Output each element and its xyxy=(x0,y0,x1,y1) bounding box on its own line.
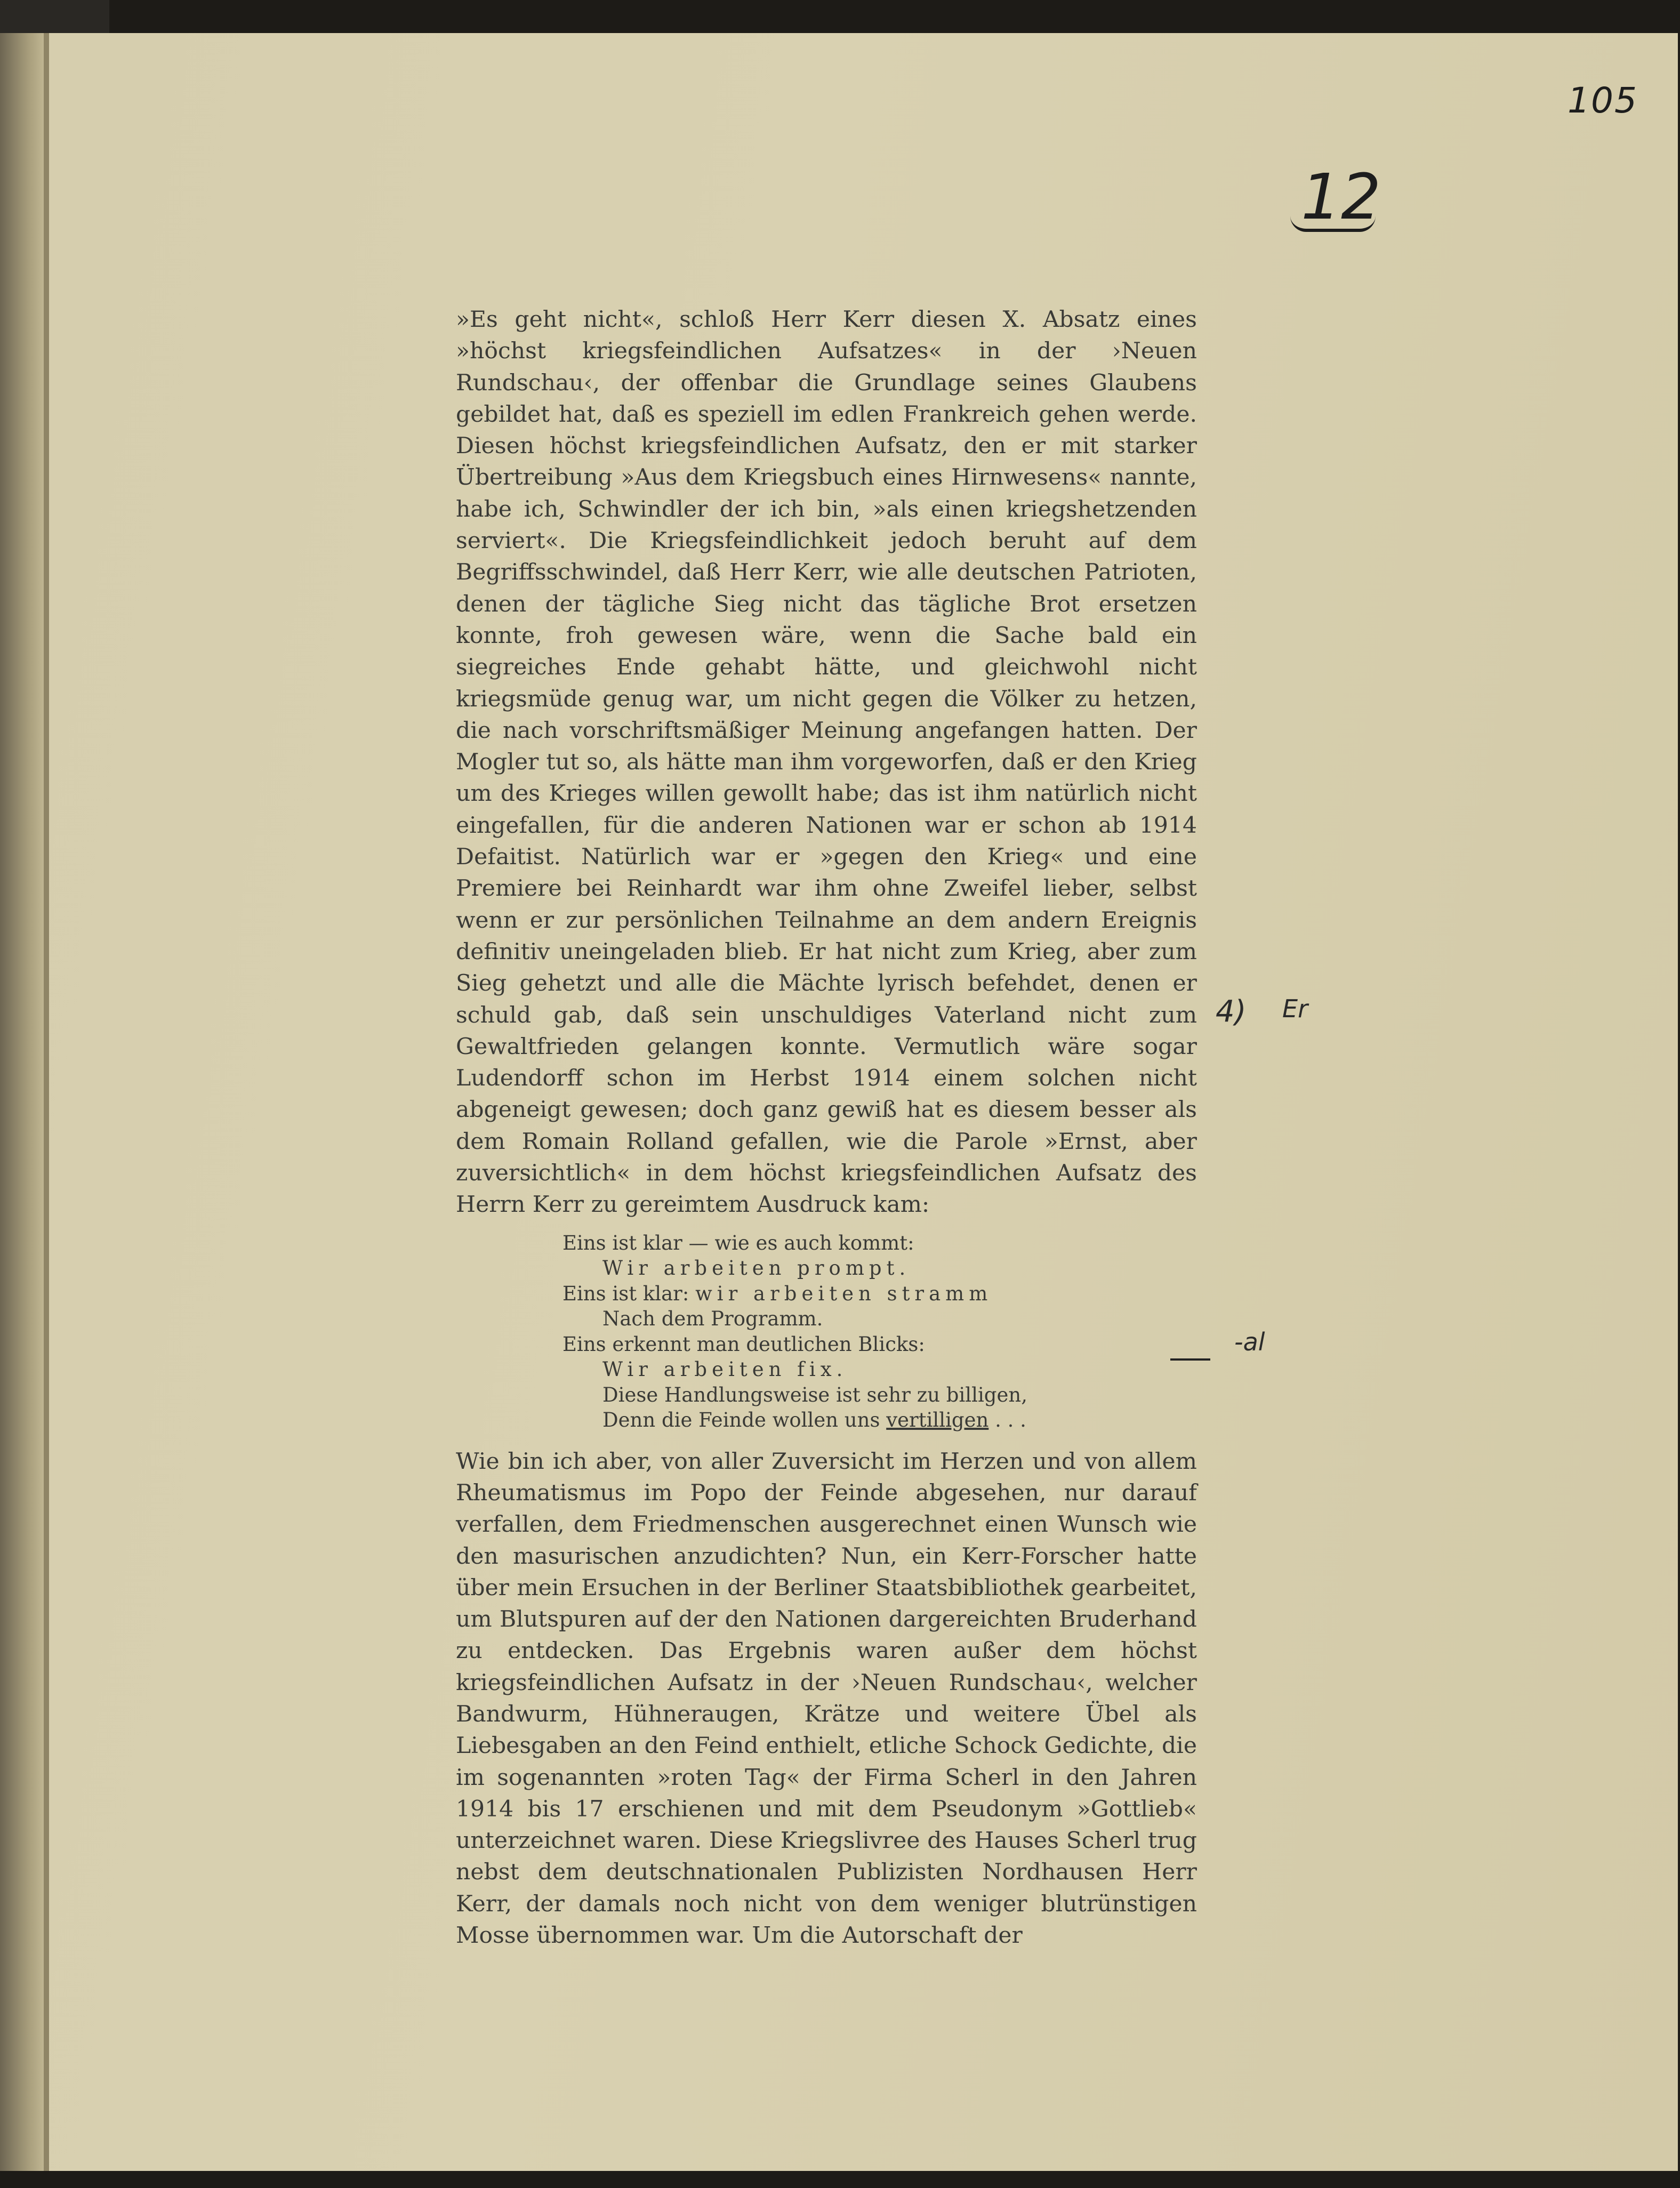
section-number-underline xyxy=(1290,216,1376,232)
verse-line-7: Diese Handlungsweise ist sehr zu billigen, xyxy=(602,1383,1027,1406)
verse-line-4: Nach dem Programm. xyxy=(602,1307,823,1331)
verse-block xyxy=(562,1230,1197,1433)
paragraph-1: »Es geht nicht«, schloß Herr Kerr diesen X. Absatz eines »höchst kriegsfeindlichen Aufsatzes« in der ›Neuen Rundschau‹, der offenbar die Grundlage seines Glaubens gebildet hat, daß es speziell im edlen Frankreich gehen werde. Diesen höchst kriegsfeindlichen Aufsatz, den er mit starker Übertreibung »Aus dem Kriegsbuch eines Hirnwesens« nannte, habe ich, Schwindler der ich bin, »als einen kriegshetzenden serviert«. Die Kriegsfeindlichkeit jedoch beruht auf dem Begriffsschwindel, daß Herr Kerr, wie alle deutschen Patrioten, denen der tägliche Sieg nicht das tägliche Brot ersetzen konnte, froh gewesen wäre, wenn die Sache bald ein siegreiches Ende gehabt hätte, und gleichwohl nicht kriegsmüde genug war, um nicht gegen die Völker zu hetzen, die nach vorschriftsmäßiger Meinung angefangen hatten. Der Mogler tut so, als hätte man ihm vorgeworfen, daß er den Krieg um des Krieges willen gewollt habe; das ist ihm natürlich nicht eingefallen, für die anderen Nationen war er schon ab 1914 Defaitist. Natürlich war er »gegen den Krieg« und eine Premiere bei Reinhardt war ihm ohne Zweifel lieber, selbst wenn er zur persönlichen Teilnahme an dem andern Ereignis definitiv uneingeladen blieb. Er hat nicht zum Krieg, aber zum Sieg gehetzt und alle die Mächte lyrisch befehdet, denen er schuld gab, daß sein unschuldiges Vaterland nicht zum Gewaltfrieden gelangen konnte. Vermutlich wäre sogar Ludendorff schon im Herbst 1914 einem solchen nicht abgeneigt gewesen; doch ganz gewiß hat es diesem besser als dem Romain Rolland gefallen, wie die Parole »Ernst, aber zuversichtlich« in dem höchst kriegsfeindlichen Aufsatz des Herrn Kerr zu gereimtem Ausdruck kam: xyxy=(456,307,1197,1218)
corner-tab xyxy=(0,0,109,37)
margin-note-1: 4) xyxy=(1216,994,1247,1029)
verse-line-3 xyxy=(562,1281,1197,1307)
verse-line-6: Wir arbeiten fix. xyxy=(602,1358,848,1381)
verse-line-1: Eins ist klar — wie es auch kommt: xyxy=(562,1231,914,1254)
verse-line-8c: . . . xyxy=(988,1409,1026,1432)
verse-line-8 xyxy=(562,1407,1197,1433)
margin-note-3: -al xyxy=(1234,1328,1265,1356)
verse-line-2: Wir arbeiten prompt. xyxy=(602,1257,911,1280)
verse-line-3b: wir arbeiten stramm xyxy=(695,1282,993,1305)
verse-line-3a: Eins ist klar: xyxy=(562,1282,696,1305)
margin-dash xyxy=(1170,1358,1210,1361)
verse-line-8b: vertilligen xyxy=(886,1409,989,1432)
section-number: 12 xyxy=(1301,160,1381,234)
verse-line-8a: Denn die Feinde wollen uns xyxy=(602,1409,887,1432)
book-spine xyxy=(0,33,48,2171)
verse-line-5: Eins erkennt man deutlichen Blicks: xyxy=(562,1332,925,1356)
body-text xyxy=(456,304,1197,1951)
margin-note-2: Er xyxy=(1282,994,1308,1023)
paragraph-2: Wie bin ich aber, von aller Zuversicht im Herzen und von allem Rheumatismus im Popo der Feinde abgesehen, nur darauf verfallen, dem Friedmenschen ausgerechnet einen Wunsch wie den masurischen anzudichten? Nun, ein Kerr-Forscher hatte über mein Ersuchen in der Berliner Staatsbibliothek gearbeitet, um Blutspuren auf der den Nationen dargereichten Bruderhand zu entdecken. Das Ergebnis waren außer dem höchst kriegsfeindlichen Aufsatz in der ›Neuen Rundschau‹, welcher Bandwurm, Hühneraugen, Krätze und weitere Übel als Liebesgaben an den Feind enthielt, etliche Schock Gedichte, die im sogenannten »roten Tag« der Firma Scherl in den Jahren 1914 bis 17 erschienen und mit dem Pseudonym »Gottlieb« unterzeichnet waren. Diese Kriegslivree des Hauses Scherl trug nebst dem deutschnationalen Publizisten Nordhausen Herr Kerr, der damals noch nicht von dem weniger blutrünstigen Mosse übernommen war. Um die Autorschaft der xyxy=(456,1448,1197,1949)
page-number: 105 xyxy=(1568,80,1638,121)
